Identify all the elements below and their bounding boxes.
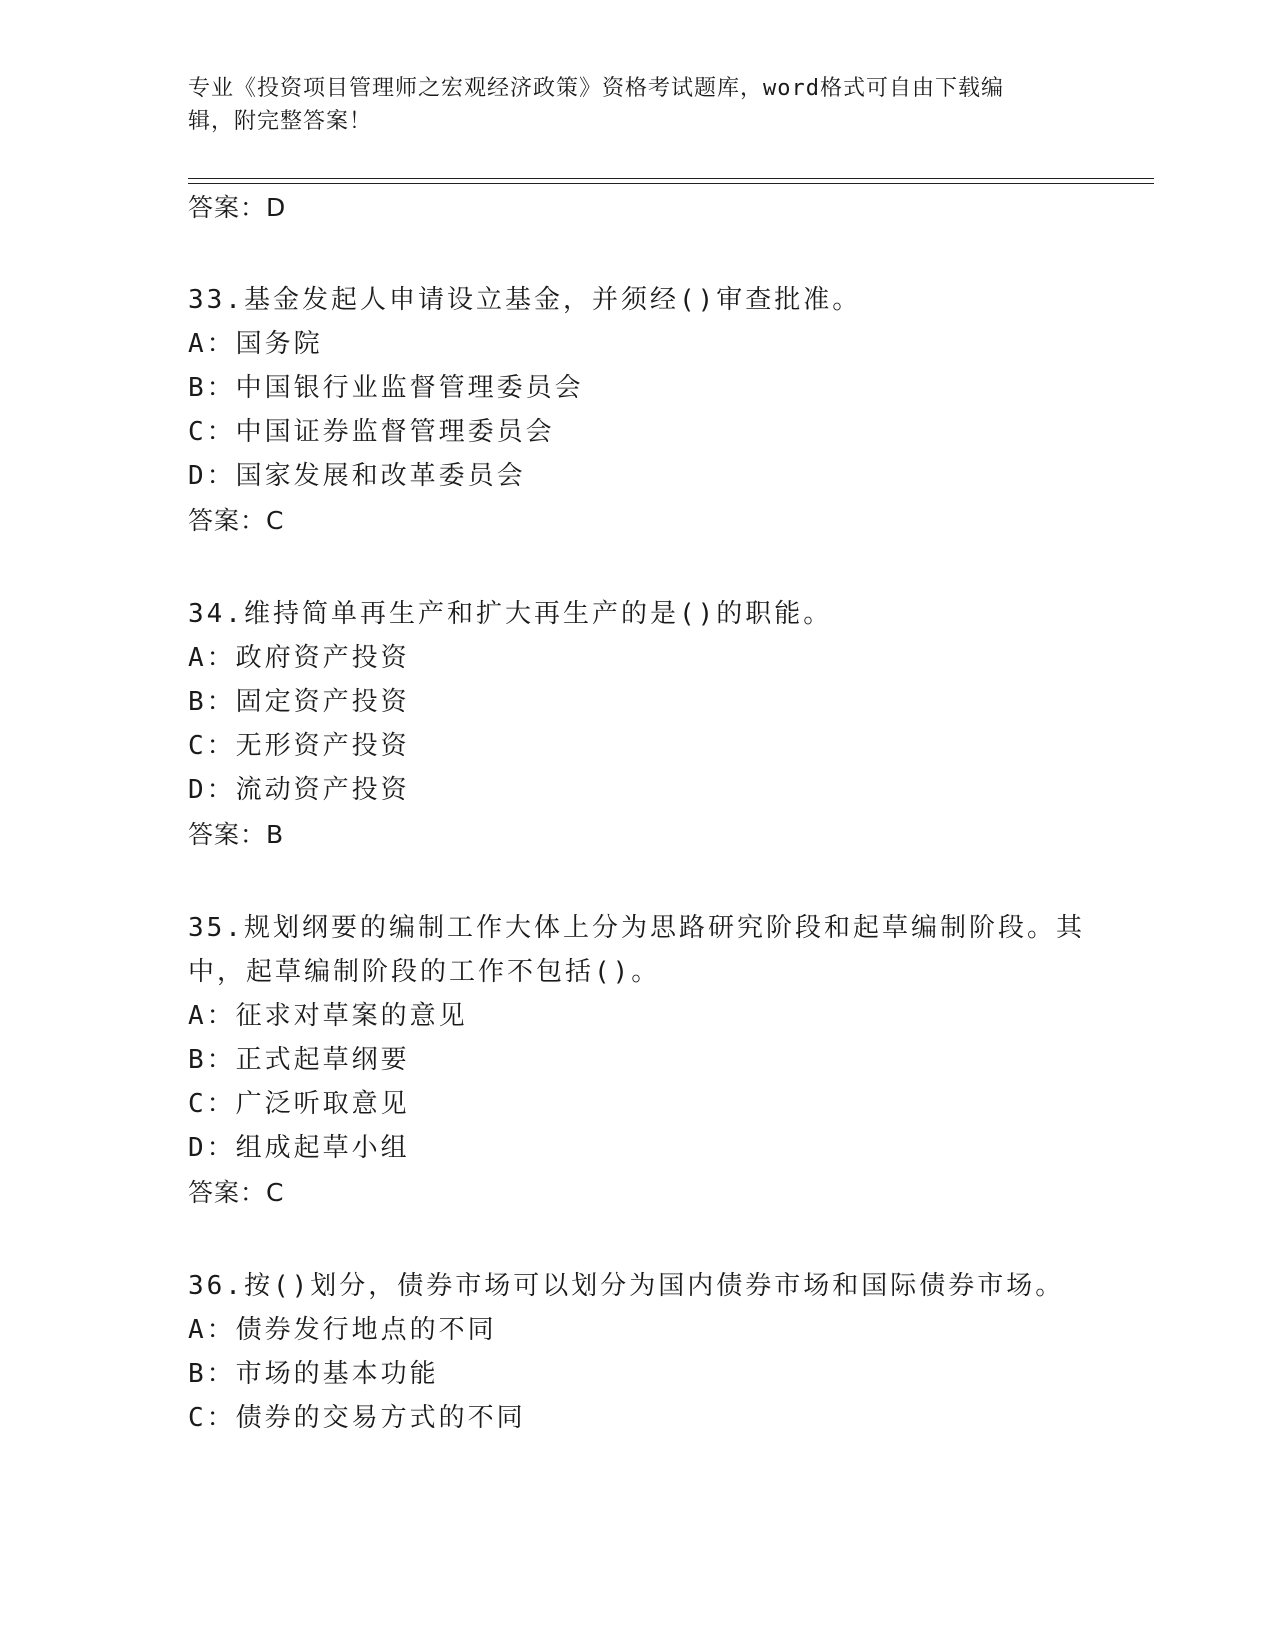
question-text-line-1: 规划纲要的编制工作大体上分为思路研究阶段和起草编制阶段。其 bbox=[243, 913, 1085, 943]
option-c: C：无形资产投资 bbox=[188, 731, 410, 761]
question-number: 35. bbox=[188, 913, 244, 943]
option-b: B：中国银行业监督管理委员会 bbox=[188, 373, 584, 403]
option-d: D：组成起草小组 bbox=[188, 1133, 410, 1163]
question-34 bbox=[188, 598, 832, 630]
question-text: 维持简单再生产和扩大再生产的是()的职能。 bbox=[243, 599, 833, 629]
answer-line: 答案：C bbox=[188, 506, 285, 535]
question-text: 基金发起人申请设立基金，并须经()审查批准。 bbox=[243, 285, 862, 315]
option-c: C：中国证券监督管理委员会 bbox=[188, 417, 555, 447]
option-a: A：国务院 bbox=[188, 329, 323, 359]
option-a: A：政府资产投资 bbox=[188, 643, 410, 673]
answer-line: 答案：B bbox=[188, 820, 285, 849]
header-divider-bottom bbox=[188, 183, 1154, 184]
question-text: 按()划分，债券市场可以划分为国内债券市场和国际债券市场。 bbox=[243, 1271, 1065, 1301]
option-c: C：广泛听取意见 bbox=[188, 1089, 410, 1119]
answer-line: 答案：D bbox=[188, 193, 287, 222]
question-number: 33. bbox=[188, 285, 244, 315]
header-divider-top bbox=[188, 178, 1154, 179]
question-number: 36. bbox=[188, 1271, 244, 1301]
option-d: D：国家发展和改革委员会 bbox=[188, 461, 526, 491]
option-d: D：流动资产投资 bbox=[188, 775, 410, 805]
option-b: B：固定资产投资 bbox=[188, 687, 410, 717]
question-text-line-2: 中，起草编制阶段的工作不包括()。 bbox=[188, 957, 661, 987]
header-line-1: 专业《投资项目管理师之宏观经济政策》资格考试题库，word格式可自由下载编 bbox=[188, 76, 1004, 101]
question-number: 34. bbox=[188, 599, 244, 629]
option-a: A：征求对草案的意见 bbox=[188, 1001, 468, 1031]
question-36 bbox=[188, 1270, 1064, 1302]
option-a: A：债券发行地点的不同 bbox=[188, 1315, 497, 1345]
answer-line: 答案：C bbox=[188, 1178, 285, 1207]
question-33 bbox=[188, 284, 861, 316]
document-header bbox=[188, 72, 1088, 138]
header-line-2: 辑，附完整答案！ bbox=[188, 109, 373, 134]
option-b: B：正式起草纲要 bbox=[188, 1045, 410, 1075]
option-b: B：市场的基本功能 bbox=[188, 1359, 439, 1389]
option-c: C：债券的交易方式的不同 bbox=[188, 1403, 526, 1433]
question-35 bbox=[188, 912, 1085, 944]
